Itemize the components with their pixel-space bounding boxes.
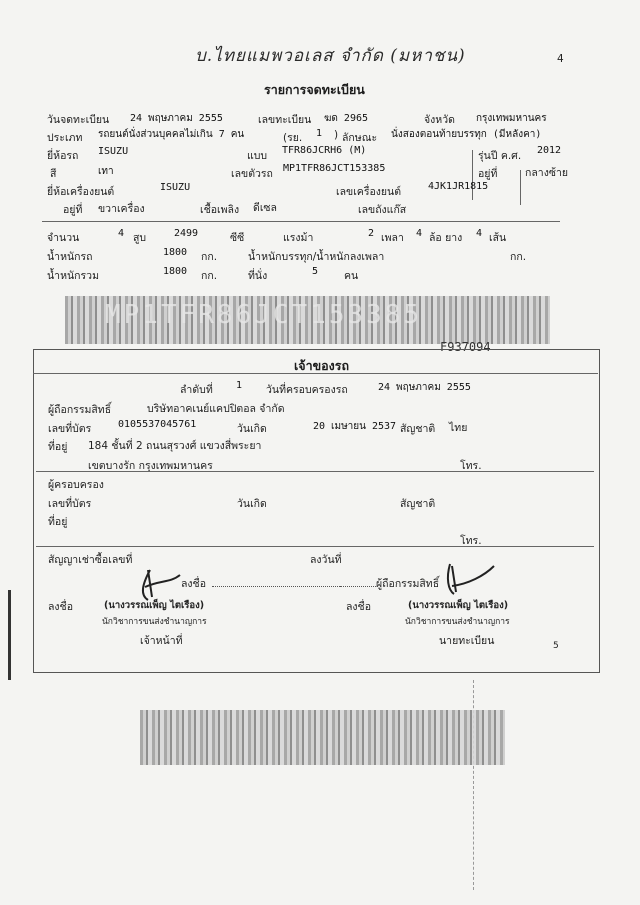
divider-line: [42, 221, 560, 222]
seats-value: 5: [312, 266, 319, 277]
possession-date-value: 24 พฤษภาคม 2555: [378, 382, 471, 393]
sign-right-name: (นางวรรณเพ็ญ ไตเรือง): [408, 600, 509, 611]
type-label: ประเภท: [47, 132, 83, 144]
sign-left-name: (นางวรรณเพ็ญ ไตเรือง): [104, 600, 205, 611]
birth-label: วันเกิด: [237, 423, 267, 435]
tel-label: โทร.: [460, 460, 482, 472]
sign-left-position: เจ้าหน้าที่: [140, 635, 183, 647]
sign-right-position: นายทะเบียน: [439, 635, 495, 647]
province-value: กรุงเทพมหานคร: [476, 113, 547, 124]
registration-title: รายการจดทะเบียน: [264, 82, 365, 97]
holder-sign-label: ผู้ถือกรรมสิทธิ์: [376, 578, 440, 590]
rubbing-partial-text: F937094: [440, 340, 491, 354]
cc-value: 2499: [174, 228, 199, 239]
reg-no-label: เลขทะเบียน: [258, 114, 312, 126]
address-line1: 184 ชั้นที่ 2 ถนนสุรวงศ์ แขวงสี่พระยา: [88, 440, 262, 452]
possessor-id-label: เลขที่บัตร: [48, 498, 92, 510]
possessor-label: ผู้ครอบครอง: [48, 479, 104, 491]
brand-label: ยี่ห้อรถ: [47, 150, 79, 162]
axle-value: 2: [368, 228, 375, 239]
possession-date-label: วันที่ครอบครองรถ: [266, 384, 348, 396]
chassis-location-value: กลางซ้าย: [525, 167, 568, 179]
model-label: แบบ: [247, 150, 268, 162]
total-weight-label: น้ำหนักรวม: [47, 270, 99, 282]
count-value: 4: [118, 228, 125, 239]
owner-title: เจ้าของรถ: [294, 358, 350, 373]
brand-value: ISUZU: [98, 146, 129, 157]
possessor-birth-label: วันเกิด: [237, 498, 267, 510]
divider-line: [36, 471, 594, 472]
order-label: ลำดับที่: [180, 384, 213, 396]
reg-no-value: ฆด 2965: [324, 113, 369, 124]
page-number-bottom: 5: [553, 641, 559, 651]
sign-right-stamp: นักวิชาการขนส่งชำนาญการ: [405, 617, 510, 627]
gas-tank-label: เลขถังแก๊ส: [358, 204, 407, 216]
load-unit: กก.: [510, 251, 527, 263]
total-weight-unit: กก.: [201, 270, 218, 282]
order-value: 1: [236, 380, 243, 391]
wheel-value: 4: [416, 228, 423, 239]
total-weight-value: 1800: [163, 266, 188, 277]
rya-value: 1: [316, 128, 323, 139]
birth-value: 20 เมษายน 2537: [313, 421, 397, 432]
sign-left-stamp: นักวิชาการขนส่งชำนาญการ: [102, 617, 207, 627]
color-label: สี: [50, 168, 57, 180]
handwritten-company: บ.ไทยแมพวอเลส จำกัด (มหาชน): [195, 46, 466, 66]
fuel-label: เชื้อเพลิง: [200, 204, 240, 216]
horsepower-label: แรงม้า: [283, 232, 314, 244]
cylinder-label: สูบ: [133, 232, 147, 244]
possessor-address-label: ที่อยู่: [48, 516, 68, 528]
engine-location-label: อยู่ที่: [63, 204, 83, 216]
axle-label: เพลา: [381, 232, 404, 244]
model-value: TFR86JCRH6 (M): [282, 145, 367, 156]
page-number-top: 4: [557, 53, 564, 65]
divider-line: [36, 546, 594, 547]
tire-label: เส้น: [489, 232, 507, 244]
possessor-nationality-label: สัญชาติ: [400, 498, 436, 510]
holder-label: ผู้ถือกรรมสิทธิ์: [48, 404, 112, 416]
reg-date-label: วันจดทะเบียน: [47, 114, 110, 126]
rya-label: (รย.: [283, 132, 303, 144]
id-label: เลขที่บัตร: [48, 423, 92, 435]
address-label: ที่อยู่: [48, 441, 68, 453]
cc-label: ซีซี: [230, 232, 245, 244]
wheel-label: ล้อ ยาง: [429, 232, 463, 244]
id-value: 0105537045761: [118, 419, 197, 430]
holder-value: บริษัทอาคเนย์แคปปิตอล จำกัด: [147, 403, 285, 415]
type-value: รถยนต์นั่งส่วนบุคคลไม่เกิน 7 คน: [98, 129, 245, 140]
engine-brand-value: ISUZU: [160, 182, 191, 193]
weight-label: น้ำหนักรถ: [47, 251, 93, 263]
holder-sign-line: [340, 586, 376, 587]
sign-right-label: ลงชื่อ: [346, 601, 371, 613]
lower-rubbing-tape: [140, 710, 505, 765]
chassis-rubbing-text: MP1TFR86JCT153385: [105, 300, 423, 330]
chassis-label: เลขตัวรถ: [231, 168, 273, 180]
engine-brand-label: ยี่ห้อเครื่องยนต์: [47, 186, 115, 198]
weight-unit: กก.: [201, 251, 218, 263]
divider-line: [520, 170, 521, 205]
page-edge-mark: [8, 590, 11, 680]
year-value: 2012: [537, 145, 562, 156]
char-value: นั่งสองตอนท้ายบรรทุก (มีหลังคา): [391, 129, 542, 140]
engine-location-value: ขวาเครื่อง: [98, 203, 145, 215]
tire-value: 4: [476, 228, 483, 239]
contract-date-label: ลงวันที่: [310, 554, 342, 566]
chassis-value: MP1TFR86JCT153385: [283, 163, 386, 174]
sign-label: ลงชื่อ: [181, 578, 206, 590]
chassis-rubbing-tape: [65, 296, 550, 344]
contract-label: สัญญาเช่าซื้อเลขที่: [48, 554, 133, 566]
fuel-value: ดีเซล: [253, 202, 277, 214]
persons-label: คน: [344, 270, 359, 282]
engine-no-label: เลขเครื่องยนต์: [336, 186, 402, 198]
char-label: ลักษณะ: [342, 132, 378, 144]
sign-left-label: ลงชื่อ: [48, 601, 73, 613]
weight-value: 1800: [163, 247, 188, 258]
chassis-location-label: อยู่ที่: [478, 168, 498, 180]
province-label: จังหวัด: [424, 114, 455, 126]
count-label: จำนวน: [47, 232, 80, 244]
nationality-value: ไทย: [449, 422, 468, 434]
reg-date-value: 24 พฤษภาคม 2555: [130, 113, 223, 124]
registrar-signature: [440, 558, 500, 598]
address-line2: เขตบางรัก กรุงเทพมหานคร: [88, 460, 213, 472]
color-value: เทา: [98, 166, 114, 177]
seats-label: ที่นั่ง: [248, 270, 268, 282]
load-label: น้ำหนักบรรทุก/น้ำหนักลงเพลา: [248, 251, 385, 263]
engine-no-value: 4JK1JR1815: [428, 181, 489, 192]
divider-line: [472, 150, 473, 200]
rya-close: ): [334, 129, 339, 141]
year-label: รุ่นปี ค.ศ.: [478, 150, 522, 162]
possessor-tel-label: โทร.: [460, 535, 482, 547]
nationality-label: สัญชาติ: [400, 423, 436, 435]
